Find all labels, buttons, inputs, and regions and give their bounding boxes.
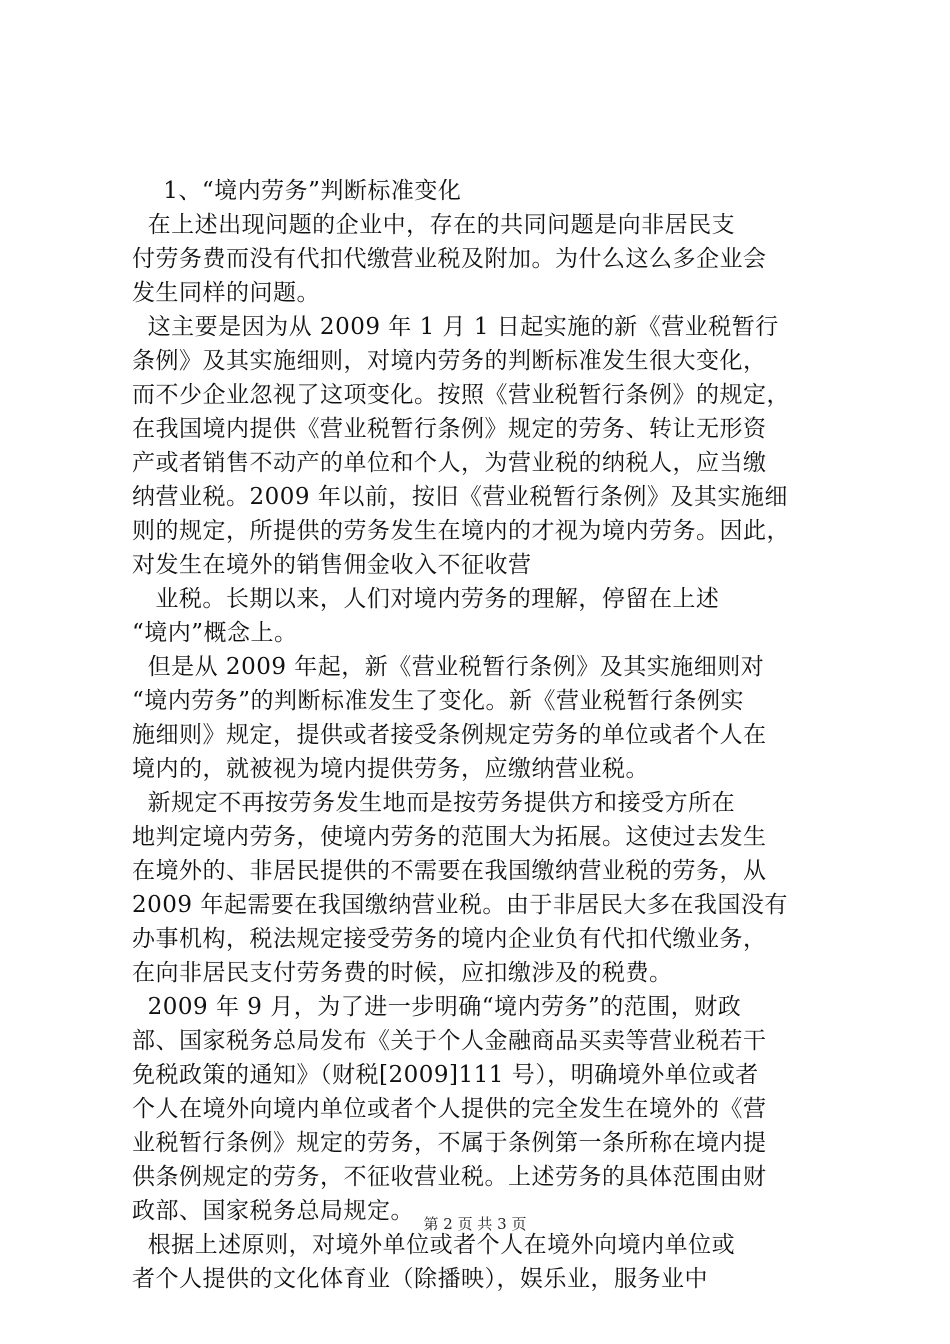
- text-line: 在我国境内提供《营业税暂行条例》规定的劳务、转让无形资: [132, 416, 767, 442]
- text-line: “境内劳务”的判断标准发生了变化。新《营业税暂行条例实: [132, 688, 745, 714]
- text-line: 1、“境内劳务”判断标准变化: [132, 178, 462, 204]
- text-line: 办事机构，税法规定接受劳务的境内企业负有代扣代缴业务，: [132, 926, 767, 952]
- text-line: 在境外的、非居民提供的不需要在我国缴纳营业税的劳务，从: [132, 858, 767, 884]
- document-body: [132, 174, 832, 1296]
- text-line: 业税暂行条例》规定的劳务，不属于条例第一条所称在境内提: [132, 1130, 767, 1156]
- text-line: 免税政策的通知》（财税[2009]111 号），明确境外单位或者: [132, 1062, 759, 1088]
- text-line: 但是从 2009 年起，新《营业税暂行条例》及其实施细则对: [132, 654, 765, 680]
- text-line: 部、国家税务总局发布《关于个人金融商品买卖等营业税若干: [132, 1028, 767, 1054]
- text-line: 在向非居民支付劳务费的时候，应扣缴涉及的税费。: [132, 960, 673, 986]
- text-line: 纳营业税。2009 年以前，按旧《营业税暂行条例》及其实施细: [132, 484, 788, 510]
- text-line: 业税。长期以来，人们对境内劳务的理解，停留在上述: [132, 586, 720, 612]
- text-line: 对发生在境外的销售佣金收入不征收营: [132, 552, 532, 578]
- text-line: 发生同样的问题。: [132, 280, 320, 306]
- text-line: 在上述出现问题的企业中，存在的共同问题是向非居民支: [132, 212, 736, 238]
- text-line: 地判定境内劳务，使境内劳务的范围大为拓展。这使过去发生: [132, 824, 767, 850]
- text-line: 境内的，就被视为境内提供劳务，应缴纳营业税。: [132, 756, 649, 782]
- text-line: 而不少企业忽视了这项变化。按照《营业税暂行条例》的规定，: [132, 382, 790, 408]
- text-line: 个人在境外向境内单位或者个人提供的完全发生在境外的《营: [132, 1096, 767, 1122]
- text-line: 产或者销售不动产的单位和个人，为营业税的纳税人，应当缴: [132, 450, 767, 476]
- text-line: 新规定不再按劳务发生地而是按劳务提供方和接受方所在: [132, 790, 736, 816]
- text-line: 根据上述原则，对境外单位或者个人在境外向境内单位或: [132, 1232, 736, 1258]
- text-line: 施细则》规定，提供或者接受条例规定劳务的单位或者个人在: [132, 722, 767, 748]
- text-line: 供条例规定的劳务，不征收营业税。上述劳务的具体范围由财: [132, 1164, 767, 1190]
- text-line: 条例》及其实施细则，对境内劳务的判断标准发生很大变化，: [132, 348, 767, 374]
- page-number-footer: 第 2 页 共 3 页: [423, 1215, 527, 1233]
- text-line: 付劳务费而没有代扣代缴营业税及附加。为什么这么多企业会: [132, 246, 767, 272]
- text-line: 2009 年起需要在我国缴纳营业税。由于非居民大多在我国没有: [132, 892, 788, 918]
- text-line: 政部、国家税务总局规定。: [132, 1198, 414, 1224]
- text-line: “境内”概念上。: [132, 620, 298, 646]
- text-line: 这主要是因为从 2009 年 1 月 1 日起实施的新《营业税暂行: [132, 314, 779, 340]
- text-line: 则的规定，所提供的劳务发生在境内的才视为境内劳务。因此，: [132, 518, 790, 544]
- text-line: 2009 年 9 月，为了进一步明确“境内劳务”的范围，财政: [132, 994, 742, 1020]
- text-line: 者个人提供的文化体育业（除播映），娱乐业，服务业中: [132, 1266, 708, 1292]
